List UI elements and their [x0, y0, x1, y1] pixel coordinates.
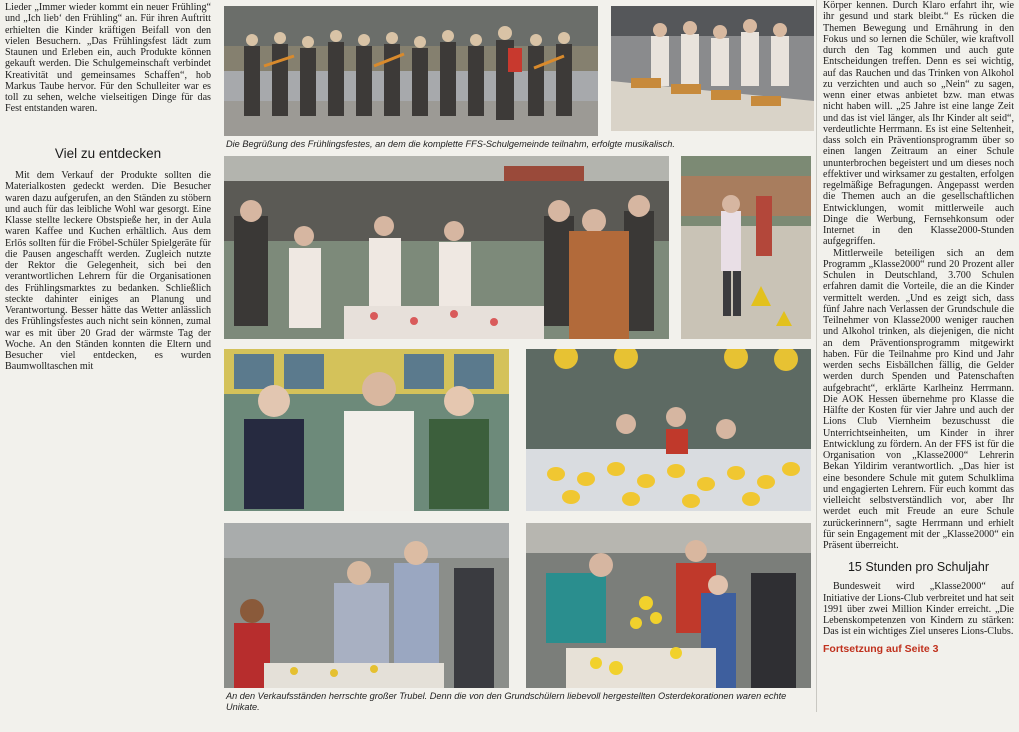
photo-bee-decorations — [526, 349, 811, 511]
column-divider — [816, 0, 817, 712]
article-column-right — [823, 0, 1014, 700]
body-paragraph: Bundesweit wird „Klasse2000“ auf Initiative der Lions-Club verbreitet und hat seit 1991 über zwei Million Kinder erreicht. „Die Lebenskompetenzen von Kindern zu stärken: Das ist ein wichtiges Ziel unseres Lions-Clubs. — [823, 581, 1014, 638]
continuation-note[interactable]: Fortsetzung auf Seite 3 — [823, 642, 939, 655]
photo-choir-stage — [224, 6, 598, 136]
photo-sales-stand — [224, 523, 509, 688]
article-column-left — [5, 2, 211, 398]
photo-crowd-market — [224, 156, 669, 339]
subheading-15-stunden: 15 Stunden pro Schuljahr — [847, 560, 990, 575]
photo-running-game — [681, 156, 811, 339]
body-paragraph: Körper kennen. Durch Klaro erfahrt ihr, wie ihr gesund und stark bleibt.“ Es rücken die Themen Bewegung und Ernährung in den Fokus und so lernen die Schüler, wie kraftvoll durch den Tag kommen und auch gute Entscheidungen treffen. Denn es sei wichtig, auf das Rauchen und das Trinken von Alkohol zu verzichten und auch so „Nein“ zu sagen, wenn einer etwas anbietet bzw. man etwas nicht haben will. „25 Jahre ist eine lange Zeit und das ist viel länger, als Ihr Kinder alt seid“, verdeutlichte Herrmann. Es ist eine Seltenheit, dass solch ein Präventionsprogramm über so einen langen Zeitraum an einer Schule ununterbrochen begeistert und um dieses noch effektiver und wirksamer zu gestalten, erfolgen regelmäßige Befragungen. Angepasst werden die Themen auch an die gesellschaftlichen Entwicklungen, womit mittlerweile auch Dinge die Werbung, Fernsehkonsum oder Internet in den Klasse2000-Stunden aufgegriffen. — [823, 0, 1014, 248]
body-paragraph: Mit dem Verkauf der Produkte sollten die Materialkosten gedeckt werden. Die Besucher waren dazu aufgerufen, an den Ständen zu stöbern und auch für das leibliche Wohl war gesorgt. Eine Klasse stellte leckere Obstspieße her, in der Aula waren Kaffee und Kuchen erhältlich. Aus dem Erlös sollten für die Fröbel-Schüler Spielgeräte für die Pausen angeschafft werden. Zugleich nutzte der Rektor die Gelegenheit, sich bei den verantwortlichen Lehrern für die Organisationen des Frühlingsmarktes zu bedanken. Schließlich steckte dahinter einiges an Planung und Verantwortung. Besser hätte das Wetter anlässlich des Frühlingsfestes auch nicht sein können, zumal war es mit über 20 Grad der wärmste Tag der Woche. An den Ständen konnten die Eltern und Besucher viel entdecken, es wurden Baumwolltaschen mit — [5, 170, 211, 373]
lead-paragraph: Lieder „Immer wieder kommt ein neuer Frühling“ und „Ich lieb‘ den Frühling“ an. Für ihren Auftritt erhielten die Kinder kräftigen Beifall von den vielen Besuchern. „Das Frühlingsfest lädt zum Staunen und Erleben ein, auch Produkte können gekauft werden. Die Schulgemeinschaft verbindet Kreativität und gemeinsames Schaffen“, hob Markus Taube hervor. Für den Schulleiter war es toll zu sehen, welche vielseitigen Dinge für das Fest entstanden waren. — [5, 2, 211, 115]
photo-children-table — [611, 6, 814, 131]
photo-three-children — [224, 349, 509, 511]
caption-top: Die Begrüßung des Frühlingsfestes, an dem die komplette FFS-Schulgemeinde teilnahm, erfolgte musikalisch. — [226, 139, 675, 149]
caption-bottom: An den Verkaufsständen herrschte großer Trubel. Denn die von den Grundschülern liebevoll hergestellten Osterdekorationen waren echte Unikate. — [226, 691, 787, 712]
photo-easter-decoration-stand — [526, 523, 811, 688]
body-paragraph: Mittlerweile beteiligen sich an dem Programm „Klasse2000“ rund 20 Prozent aller Schulen in Deutschland, 3.700 Schulen erfahren damit die Vorteile, die an die Kinder vermittelt werden. „Und es zeigt sich, dass fünf Jahre nach Verlassen der Grundschule die Teilnehmer von Klasse2000 weniger rauchen und Alkohol trinken, als diejenigen, die nicht an dem Präventionsprogramm mitgewirkt haben. Für die Teilnahme pro Kind und Jahr werden sechs Eisbällchen fällig, die Gelder werden durch Spenden und Patenschaften aufgebracht“, erklärte Karlheinz Herrmann. Die AOK Hessen übernehme pro Klasse die Hälfte der Kosten für vier Jahre und auch der Lions Club Viernheim bezuschusst die Unterrichtseinheiten, um Kinder in ihrer Entwicklung zu fördern. An der FFS ist für die Organisation von „Klasse2000“ Lehrerin Bekan Yildirim verantwortlich. „Das hier ist eine besondere Schule mit gutem Schulklima und engagierten Lehrern. Für euch kommt das vielleicht selbstverständlich vor, aber Ihr werdet euch mit Freude an eure Schule zurückerinnern“, sagte Herrmann und erhielt für sein Engagement mit der „Klasse2000“ ein Präsent überreicht. — [823, 247, 1014, 551]
subheading-viel-zu-entdecken: Viel zu entdecken — [54, 146, 162, 161]
column-left-lead — [5, 2, 211, 134]
